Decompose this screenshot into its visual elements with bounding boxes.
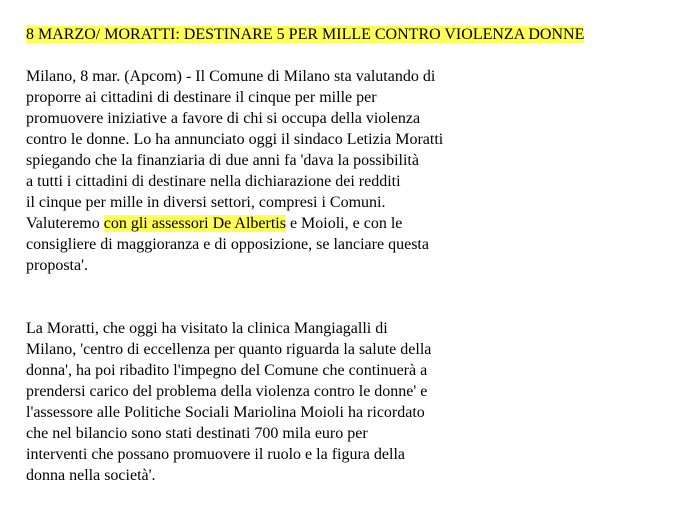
- paragraph-line: proposta'.: [26, 257, 88, 274]
- paragraph-line: donna', ha poi ribadito l'impegno del Comune che continuerà a: [26, 362, 428, 379]
- paragraph-line: proporre ai cittadini di destinare il cinque per mille per: [26, 89, 377, 106]
- paragraph-line: interventi che possano promuovere il ruolo e la figura della: [26, 446, 405, 463]
- paragraph-line: prendersi carico del problema della violenza contro le donne' e: [26, 383, 428, 400]
- paragraph-line: La Moratti, che oggi ha visitato la clinica Mangiagalli di: [26, 320, 388, 337]
- paragraph-line: Milano, 'centro di eccellenza per quanto riguarda la salute della: [26, 341, 432, 358]
- paragraph-line: il cinque per mille in diversi settori, compresi i Comuni.: [26, 194, 386, 211]
- paragraph-line-highlighted: [26, 213, 443, 234]
- paragraph-line: donna nella società'.: [26, 467, 156, 484]
- line-text-after: e Moioli, e con le: [285, 215, 403, 232]
- text-highlight: con gli assessori De Albertis: [103, 215, 286, 232]
- paragraph-line: Milano, 8 mar. (Apcom) - Il Comune di Milano sta valutando di: [26, 68, 436, 85]
- paragraph-line: l'assessore alle Politiche Sociali Mariolina Moioli ha ricordato: [26, 404, 425, 421]
- paragraph-line: spiegando che la finanziaria di due anni fa 'dava la possibilità: [26, 152, 419, 169]
- headline: [26, 25, 584, 45]
- paragraph-line: a tutti i cittadini di destinare nella dichiarazione dei redditi: [26, 173, 401, 190]
- article-paragraph-1: [26, 66, 443, 276]
- paragraph-line: promuovere iniziative a favore di chi si occupa della violenza: [26, 110, 421, 127]
- line-text-before: Valuteremo: [26, 215, 104, 232]
- paragraph-line: contro le donne. Lo ha annunciato oggi il sindaco Letizia Moratti: [26, 131, 444, 148]
- paragraph-line: consigliere di maggioranza e di opposizione, se lanciare questa: [26, 236, 429, 253]
- paragraph-line: che nel bilancio sono stati destinati 700 mila euro per: [26, 425, 368, 442]
- headline-highlight: 8 MARZO/ MORATTI: DESTINARE 5 PER MILLE CONTRO VIOLENZA DONNE: [26, 26, 585, 43]
- article-paragraph-2: [26, 318, 431, 486]
